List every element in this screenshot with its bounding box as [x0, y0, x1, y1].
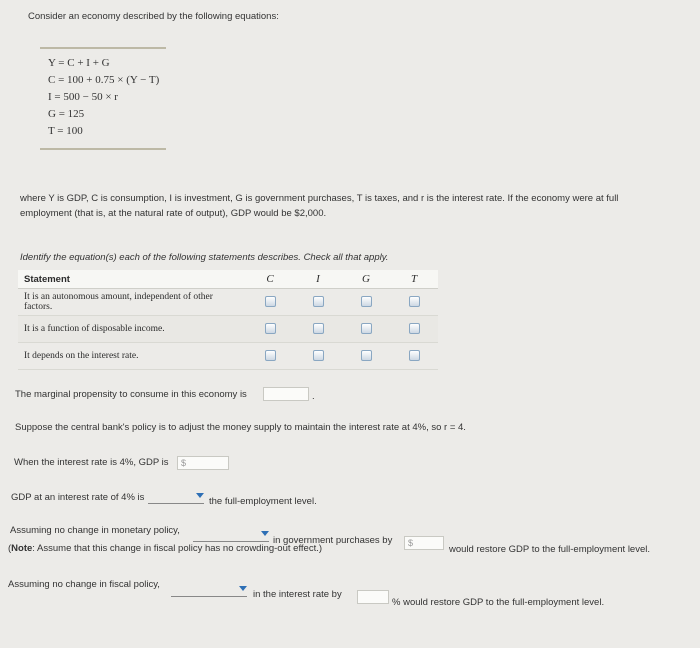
mpc-input[interactable]	[263, 387, 309, 401]
monetary-suffix: would restore GDP to the full-employment level.	[449, 544, 650, 555]
gdp-input[interactable]	[177, 456, 229, 470]
mpc-text: The marginal propensity to consume in this economy is	[15, 389, 247, 400]
column-g: G	[342, 270, 390, 289]
gdp-dollar-prefix: $	[181, 458, 187, 468]
intro-text: Consider an economy described by the following equations:	[28, 11, 279, 22]
table-row	[18, 343, 438, 370]
checkbox-row3-i[interactable]	[313, 350, 324, 361]
statement-text: It depends on the interest rate.	[18, 343, 246, 370]
table-header-row	[18, 270, 438, 289]
fiscal-dropdown[interactable]	[171, 584, 247, 597]
note-open-paren: (	[8, 543, 12, 554]
statement-text: It is a function of disposable income.	[18, 316, 246, 343]
note-label: Note	[11, 543, 33, 554]
fiscal-middle-text: in the interest rate by	[253, 589, 342, 600]
central-bank-text: Suppose the central bank's policy is to adjust the money supply to maintain the interest rate at 4%, so r = 4.	[15, 422, 466, 433]
checkbox-row3-t[interactable]	[409, 350, 420, 361]
checkbox-row2-c[interactable]	[265, 323, 276, 334]
checkbox-row3-g[interactable]	[361, 350, 372, 361]
monetary-middle-text: in government purchases by	[273, 535, 393, 546]
equation-taxes: T = 100	[48, 125, 83, 137]
statement-text: It is an autonomous amount, independent of other factors.	[18, 289, 246, 316]
purchases-input[interactable]	[404, 536, 444, 550]
identify-prompt: Identify the equation(s) each of the following statements describes. Check all that apply.	[20, 252, 389, 263]
description-line1: where Y is GDP, C is consumption, I is investment, G is government purchases, T is taxes, and r is the interest rate. If the economy were at full	[20, 193, 619, 204]
checkbox-row3-c[interactable]	[265, 350, 276, 361]
gdp-level-suffix: the full-employment level.	[209, 496, 317, 507]
chevron-down-icon	[239, 586, 247, 591]
checkbox-row2-t[interactable]	[409, 323, 420, 334]
checkbox-row2-g[interactable]	[361, 323, 372, 334]
checkbox-row1-t[interactable]	[409, 296, 420, 307]
gdp-level-text: GDP at an interest rate of 4% is	[11, 492, 145, 503]
statement-header: Statement	[18, 270, 246, 289]
table-row	[18, 289, 438, 316]
purchases-dollar-prefix: $	[408, 538, 414, 548]
checkbox-row1-g[interactable]	[361, 296, 372, 307]
description-line2: employment (that is, at the natural rate of output), GDP would be $2,000.	[20, 208, 327, 219]
fiscal-text: Assuming no change in fiscal policy,	[8, 579, 160, 590]
chevron-down-icon	[261, 531, 269, 536]
checkbox-row1-c[interactable]	[265, 296, 276, 307]
chevron-down-icon	[196, 493, 204, 498]
monetary-text: Assuming no change in monetary policy,	[10, 525, 180, 536]
equation-investment: I = 500 − 50 × r	[48, 91, 118, 103]
checkbox-row1-i[interactable]	[313, 296, 324, 307]
mpc-period: .	[312, 391, 315, 402]
monetary-note	[8, 541, 322, 556]
table-row	[18, 316, 438, 343]
equations-top-rule	[40, 47, 166, 49]
interest-rate-input[interactable]	[357, 590, 389, 604]
column-c: C	[246, 270, 294, 289]
statements-table	[18, 270, 438, 370]
equation-consumption: C = 100 + 0.75 × (Y − T)	[48, 74, 160, 86]
checkbox-row2-i[interactable]	[313, 323, 324, 334]
equation-government: G = 125	[48, 108, 85, 120]
column-i: I	[294, 270, 342, 289]
equation-gdp: Y = C + I + G	[48, 57, 110, 69]
fiscal-suffix: % would restore GDP to the full-employment level.	[392, 597, 605, 608]
note-text: : Assume that this change in fiscal policy has no crowding-out effect.)	[32, 543, 323, 554]
gdp-question-text: When the interest rate is 4%, GDP is	[14, 457, 169, 468]
gdp-level-dropdown[interactable]	[148, 491, 204, 504]
column-t: T	[390, 270, 438, 289]
equations-bottom-rule	[40, 148, 166, 150]
